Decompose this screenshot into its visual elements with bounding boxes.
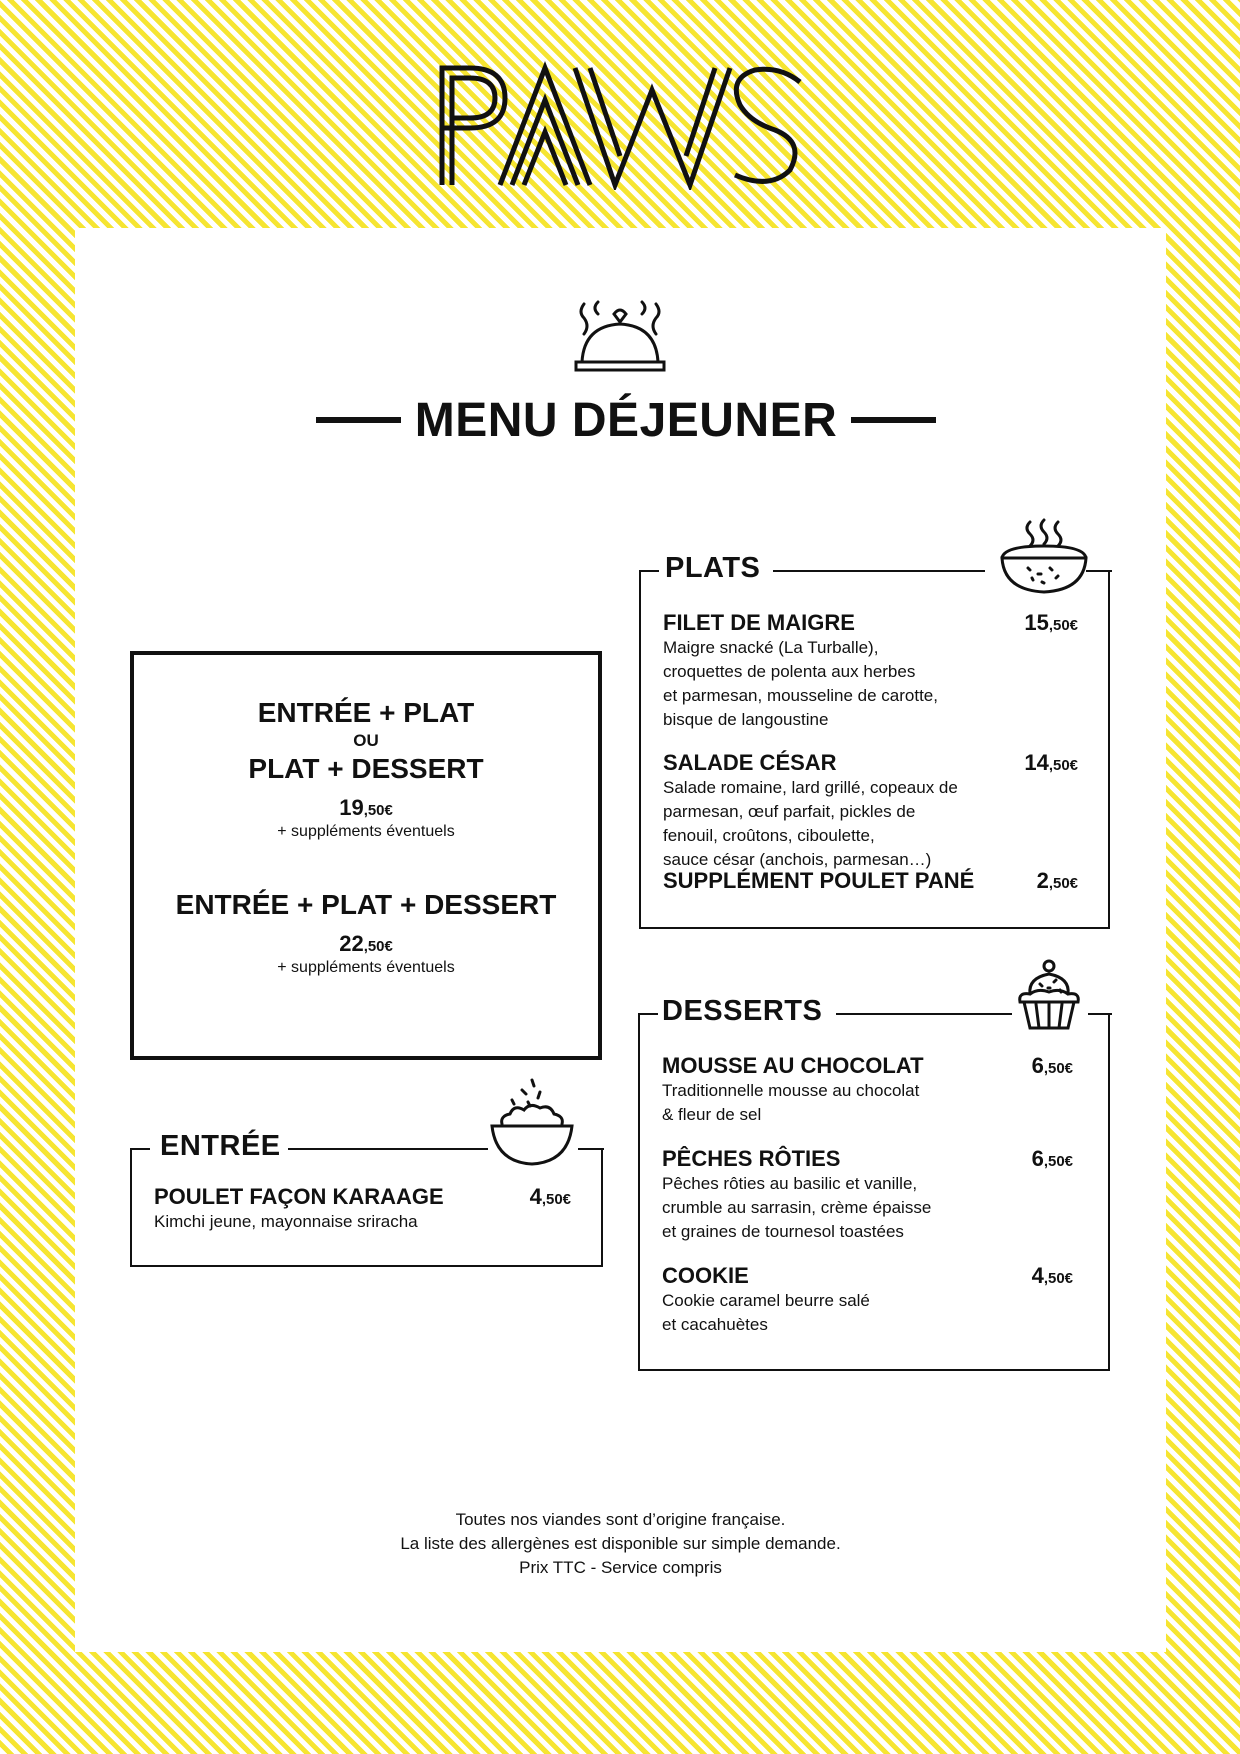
menu-item xyxy=(663,750,1078,872)
formula-price xyxy=(134,795,598,821)
item-desc-line: fenouil, croûtons, ciboulette, xyxy=(663,826,875,845)
menu-item xyxy=(662,1263,1073,1337)
item-name: SUPPLÉMENT POULET PANÉ xyxy=(663,868,975,893)
footer-line: La liste des allergènes est disponible sur simple demande. xyxy=(400,1534,841,1553)
item-desc-line: Maigre snacké (La Turballe), xyxy=(663,638,879,657)
formula-line: ENTRÉE + PLAT xyxy=(257,697,475,728)
desserts-section xyxy=(638,995,1110,1371)
item-desc-line: sauce césar (anchois, parmesan…) xyxy=(663,850,932,869)
item-desc-line: croquettes de polenta aux herbes xyxy=(663,662,916,681)
menu-title-block xyxy=(316,390,936,450)
menu-item xyxy=(154,1184,571,1234)
cupcake-icon xyxy=(1014,958,1084,1030)
menu-item xyxy=(662,1053,1073,1127)
item-price: 15,50€ xyxy=(1024,610,1078,635)
menu-item xyxy=(663,868,1078,894)
section-title: DESSERTS xyxy=(658,995,826,1028)
formula-box xyxy=(130,651,602,1060)
item-desc-line: Cookie caramel beurre salé xyxy=(662,1291,870,1310)
salad-bowl-icon xyxy=(488,1074,578,1170)
item-desc-line: & fleur de sel xyxy=(662,1105,762,1124)
paws-logo xyxy=(430,60,810,190)
title-rule-right xyxy=(851,417,936,423)
formula-note: + suppléments éventuels xyxy=(277,823,455,840)
price-dec: ,50€ xyxy=(363,802,393,819)
formula-price xyxy=(134,931,598,957)
item-desc-line: bisque de langoustine xyxy=(663,710,829,729)
item-name: MOUSSE AU CHOCOLAT xyxy=(662,1053,924,1078)
formula-1 xyxy=(134,697,598,841)
formula-line: ENTRÉE + PLAT + DESSERT xyxy=(175,889,557,920)
item-price: 4,50€ xyxy=(529,1184,571,1209)
soup-bowl-icon xyxy=(998,518,1090,594)
item-desc-line: et parmesan, mousseline de carotte, xyxy=(663,686,938,705)
item-desc-line: Pêches rôties au basilic et vanille, xyxy=(662,1174,918,1193)
item-price: 2,50€ xyxy=(1036,868,1078,893)
footer-notes xyxy=(75,1508,1166,1580)
formula-line: PLAT + DESSERT xyxy=(248,753,484,784)
footer-line: Prix TTC - Service compris xyxy=(519,1558,722,1577)
item-desc-line: Salade romaine, lard grillé, copeaux de xyxy=(663,778,958,797)
item-desc-line: et graines de tournesol toastées xyxy=(662,1222,904,1241)
menu-title: MENU DÉJEUNER xyxy=(414,393,838,447)
item-desc-line: Traditionnelle mousse au chocolat xyxy=(662,1081,920,1100)
cloche-icon xyxy=(570,300,670,376)
item-price: 6,50€ xyxy=(1031,1146,1073,1171)
item-price: 6,50€ xyxy=(1031,1053,1073,1078)
price-int: 19 xyxy=(339,795,364,820)
item-name: FILET DE MAIGRE xyxy=(663,610,855,635)
item-price: 14,50€ xyxy=(1024,750,1078,775)
title-rule-left xyxy=(316,417,401,423)
item-desc-line: crumble au sarrasin, crème épaisse xyxy=(662,1198,932,1217)
item-name: SALADE CÉSAR xyxy=(663,750,837,775)
price-dec: ,50€ xyxy=(363,938,393,955)
section-title: ENTRÉE xyxy=(156,1130,285,1163)
formula-2 xyxy=(134,889,598,977)
item-name: COOKIE xyxy=(662,1263,749,1288)
section-title: PLATS xyxy=(661,552,764,585)
item-price: 4,50€ xyxy=(1031,1263,1073,1288)
menu-item xyxy=(663,610,1078,732)
menu-item xyxy=(662,1146,1073,1244)
footer-line: Toutes nos viandes sont d’origine française. xyxy=(455,1510,786,1529)
formula-or: OU xyxy=(353,731,379,750)
item-name: PÊCHES RÔTIES xyxy=(662,1146,841,1171)
item-name: POULET FAÇON KARAAGE xyxy=(154,1184,444,1209)
formula-note: + suppléments éventuels xyxy=(277,959,455,976)
plats-section xyxy=(639,552,1110,929)
price-int: 22 xyxy=(339,931,364,956)
item-desc: Kimchi jeune, mayonnaise sriracha xyxy=(154,1212,418,1231)
item-desc-line: parmesan, œuf parfait, pickles de xyxy=(663,802,916,821)
item-desc-line: et cacahuètes xyxy=(662,1315,768,1334)
